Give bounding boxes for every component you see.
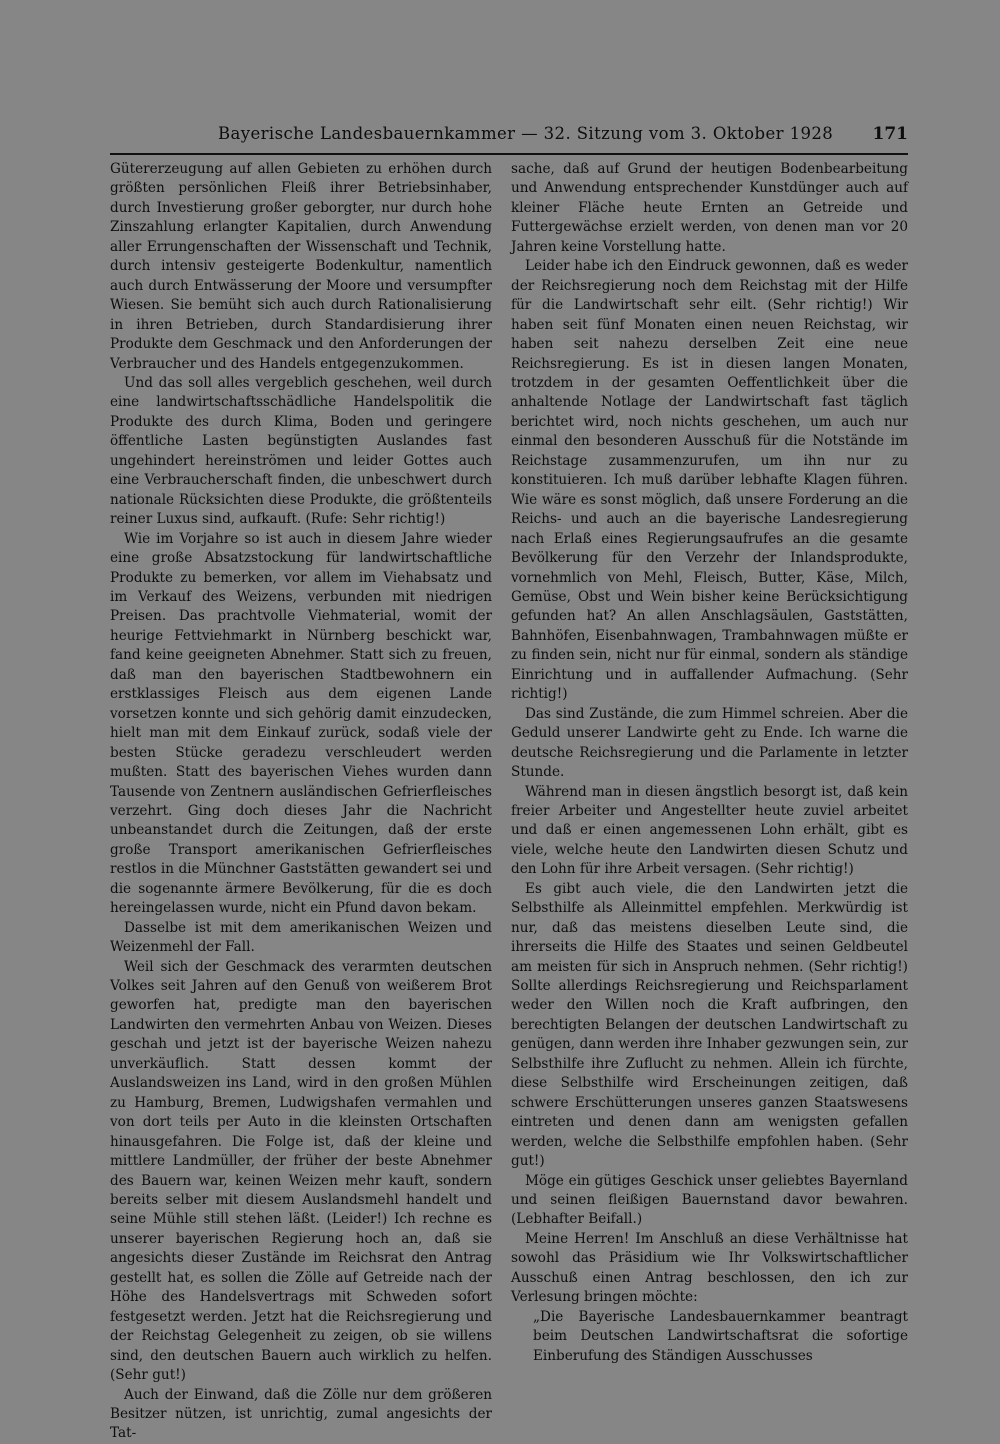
paragraph: Möge ein gütiges Geschick unser geliebtes Bayernland und seinen fleißigen Bauernstand davor bewahren. (Lebhafter Beifall.) [511, 1172, 908, 1228]
paragraph: sache, daß auf Grund der heutigen Bodenbearbeitung und Anwendung entsprechender Kunstdünger auch auf kleiner Fläche heute Ernten an Getreide und Futtergewächse erzielt werden, von denen man vor 20 Jahren keine Vorstellung hatte. [511, 161, 908, 255]
paragraph: Das sind Zustände, die zum Himmel schreien. Aber die Geduld unserer Landwirte geht zu Ende. Ich warne die deutsche Reichsregierung und die Parlamente in letzter Stunde. [511, 705, 908, 781]
paragraph: Es gibt auch viele, die den Landwirten jetzt die Selbsthilfe als Alleinmittel empfehlen. Merkwürdig ist nur, daß das meistens dieselben Leute sind, die ihrerseits die Hilfe des Staates und seinen Geldbeutel am meisten für sich in Anspruch nehmen. (Sehr richtig!) Sollte allerdings Reichsregierung und Reichsparlament weder den Willen noch die Kraft aufbringen, den berechtigten Belangen der deutschen Landwirtschaft zu genügen, dann werden ihre Inhaber gezwungen sein, zur Selbsthilfe ihre Zuflucht zu nehmen. Allein ich fürchte, diese Selbsthilfe wird Erscheinungen zeitigen, daß schwere Erschütterungen unseres ganzen Staatswesens eintreten und denen dann am wenigsten gefallen werden, welche die Selbsthilfe empfohlen haben. (Sehr gut!) [511, 880, 908, 1170]
left-column [110, 160, 492, 1444]
quoted-motion: „Die Bayerische Landesbauernkammer beantragt beim Deutschen Landwirtschaftsrat die sofortige Einberufung des Ständigen Ausschusses [533, 1308, 908, 1364]
paragraph: Leider habe ich den Eindruck gewonnen, daß es weder der Reichsregierung noch dem Reichstag mit der Hilfe für die Landwirtschaft sehr eilt. (Sehr richtig!) Wir haben seit fünf Monaten einen neuen Reichstag, wir haben seit nahezu derselben Zeit eine neue Reichsregierung. Es ist in diesen langen Monaten, trotzdem in der gesamten Oeffentlichkeit über die anhaltende Notlage der Landwirtschaft fast täglich berichtet wird, noch nichts geschehen, um auch nur einmal den besonderen Ausschuß für die Notstände im Reichstage zusammenzurufen, um ihn nur zu konstituieren. Ich muß darüber lebhafte Klagen führen. Wie wäre es sonst möglich, daß unsere Forderung an die Reichs- und auch an die bayerische Landesregierung nach Erlaß eines Regierungsaufrufes an die gesamte Bevölkerung für den Verzehr der Inlandsprodukte, vornehmlich von Mehl, Fleisch, Butter, Käse, Milch, Gemüse, Obst und Wein bisher keine Berücksichtigung gefunden hat? An allen Anschlagsäulen, Gaststätten, Bahnhöfen, Eisenbahnwagen, Trambahnwagen müßte er zu finden sein, nicht nur für einmal, sondern als ständige Einrichtung und in auffallender Aufmachung. (Sehr richtig!) [511, 258, 908, 703]
page-header [110, 124, 908, 148]
paragraph: Während man in diesen ängstlich besorgt ist, daß kein freier Arbeiter und Angestellter heute zuviel arbeitet und daß er einen angemessenen Lohn erhält, gibt es viele, welche heute den Landwirten diesen Schutz und den Lohn für ihre Arbeit versagen. (Sehr richtig!) [511, 783, 908, 878]
paragraph: Dasselbe ist mit dem amerikanischen Weizen und Weizenmehl der Fall. [110, 919, 492, 956]
paragraph: Wie im Vorjahre so ist auch in diesem Jahre wieder eine große Absatzstockung für landwirtschaftliche Produkte zu bemerken, vor allem im Viehabsatz und im Verkauf des Weizens, verbunden mit niedrigen Preisen. Das prachtvolle Viehmaterial, womit der heurige Fettviehmarkt in Nürnberg beschickt war, fand keine geeigneten Abnehmer. Statt sich zu freuen, daß man den bayerischen Stadtbewohnern ein erstklassiges Fleisch aus dem eigenen Lande vorsetzen konnte und sich gehörig damit einzudecken, hielt man mit dem Einkauf zurück, sodaß viele der besten Stücke geradezu verschleudert werden mußten. Statt des bayerischen Viehes wurden dann Tausende von Zentnern ausländischen Gefrierfleisches verzehrt. Ging doch dieses Jahr die Nachricht unbeanstandet durch die Zeitungen, daß der erste große Transport amerikanischen Gefrierfleisches restlos in die Münchner Gaststätten gewandert sei und die sogenannte ärmere Bevölkerung, für die es doch hereingelassen wurde, nicht ein Pfund davon bekam. [110, 530, 492, 917]
page-number: 171 [872, 124, 908, 144]
paragraph: Auch der Einwand, daß die Zölle nur dem größeren Besitzer nützen, ist unrichtig, zumal angesichts der Tat- [110, 1386, 492, 1442]
paragraph: Und das soll alles vergeblich geschehen, weil durch eine landwirtschaftsschädliche Handelspolitik die Produkte des durch Klima, Boden und geringere öffentliche Lasten begünstigten Auslandes fast ungehindert hereinströmen und leider Gottes auch eine Verbraucherschaft finden, die unbeschwert durch nationale Rücksichten diese Produkte, die größtenteils reiner Luxus sind, aufkauft. (Rufe: Sehr richtig!) [110, 374, 492, 528]
right-column [511, 160, 908, 1366]
running-head: Bayerische Landesbauernkammer — 32. Sitzung vom 3. Oktober 1928 [218, 124, 834, 143]
paragraph: Gütererzeugung auf allen Gebieten zu erhöhen durch größten persönlichen Fleiß ihrer Betriebsinhaber, durch Investierung großer geborgter, nur durch hohe Zinszahlung erlangter Kapitalien, durch Anwendung aller Errungenschaften der Wissenschaft und Technik, durch intensiv gesteigerte Bodenkultur, namentlich auch durch Entwässerung der Moore und versumpfter Wiesen. Sie bemüht sich auch durch Rationalisierung in ihren Betrieben, durch Standardisierung ihrer Produkte dem Geschmack und den Anforderungen der Verbraucher und des Handels entgegenzukommen. [110, 161, 492, 372]
header-rule [110, 153, 908, 155]
paragraph: Weil sich der Geschmack des verarmten deutschen Volkes seit Jahren auf den Genuß von weißerem Brot geworfen hat, predigte man den bayerischen Landwirten den vermehrten Anbau von Weizen. Dieses geschah und jetzt ist der bayerische Weizen nahezu unverkäuflich. Statt dessen kommt der Auslandsweizen ins Land, wird in den großen Mühlen zu Hamburg, Bremen, Ludwigshafen vermahlen und von dort teils per Auto in die kleinsten Ortschaften hinausgefahren. Die Folge ist, daß der kleine und mittlere Landmüller, der früher der beste Abnehmer des Bauern war, keinen Weizen mehr kauft, sondern bereits selber mit diesem Auslandsmehl handelt und seine Mühle still stehen läßt. (Leider!) Ich rechne es unserer bayerischen Regierung hoch an, daß sie angesichts dieser Zustände im Reichsrat den Antrag gestellt hat, es sollen die Zölle auf Getreide nach der Höhe des Handelsvertrags mit Schweden sofort festgesetzt werden. Jetzt hat die Reichsregierung und der Reichstag Gelegenheit zu zeigen, ob sie willens sind, den deutschen Bauern auch wirklich zu helfen. (Sehr gut!) [110, 958, 492, 1384]
paragraph: Meine Herren! Im Anschluß an diese Verhältnisse hat sowohl das Präsidium wie Ihr Volkswirtschaftlicher Ausschuß einen Antrag beschlossen, den ich zur Verlesung bringen möchte: [511, 1230, 908, 1306]
